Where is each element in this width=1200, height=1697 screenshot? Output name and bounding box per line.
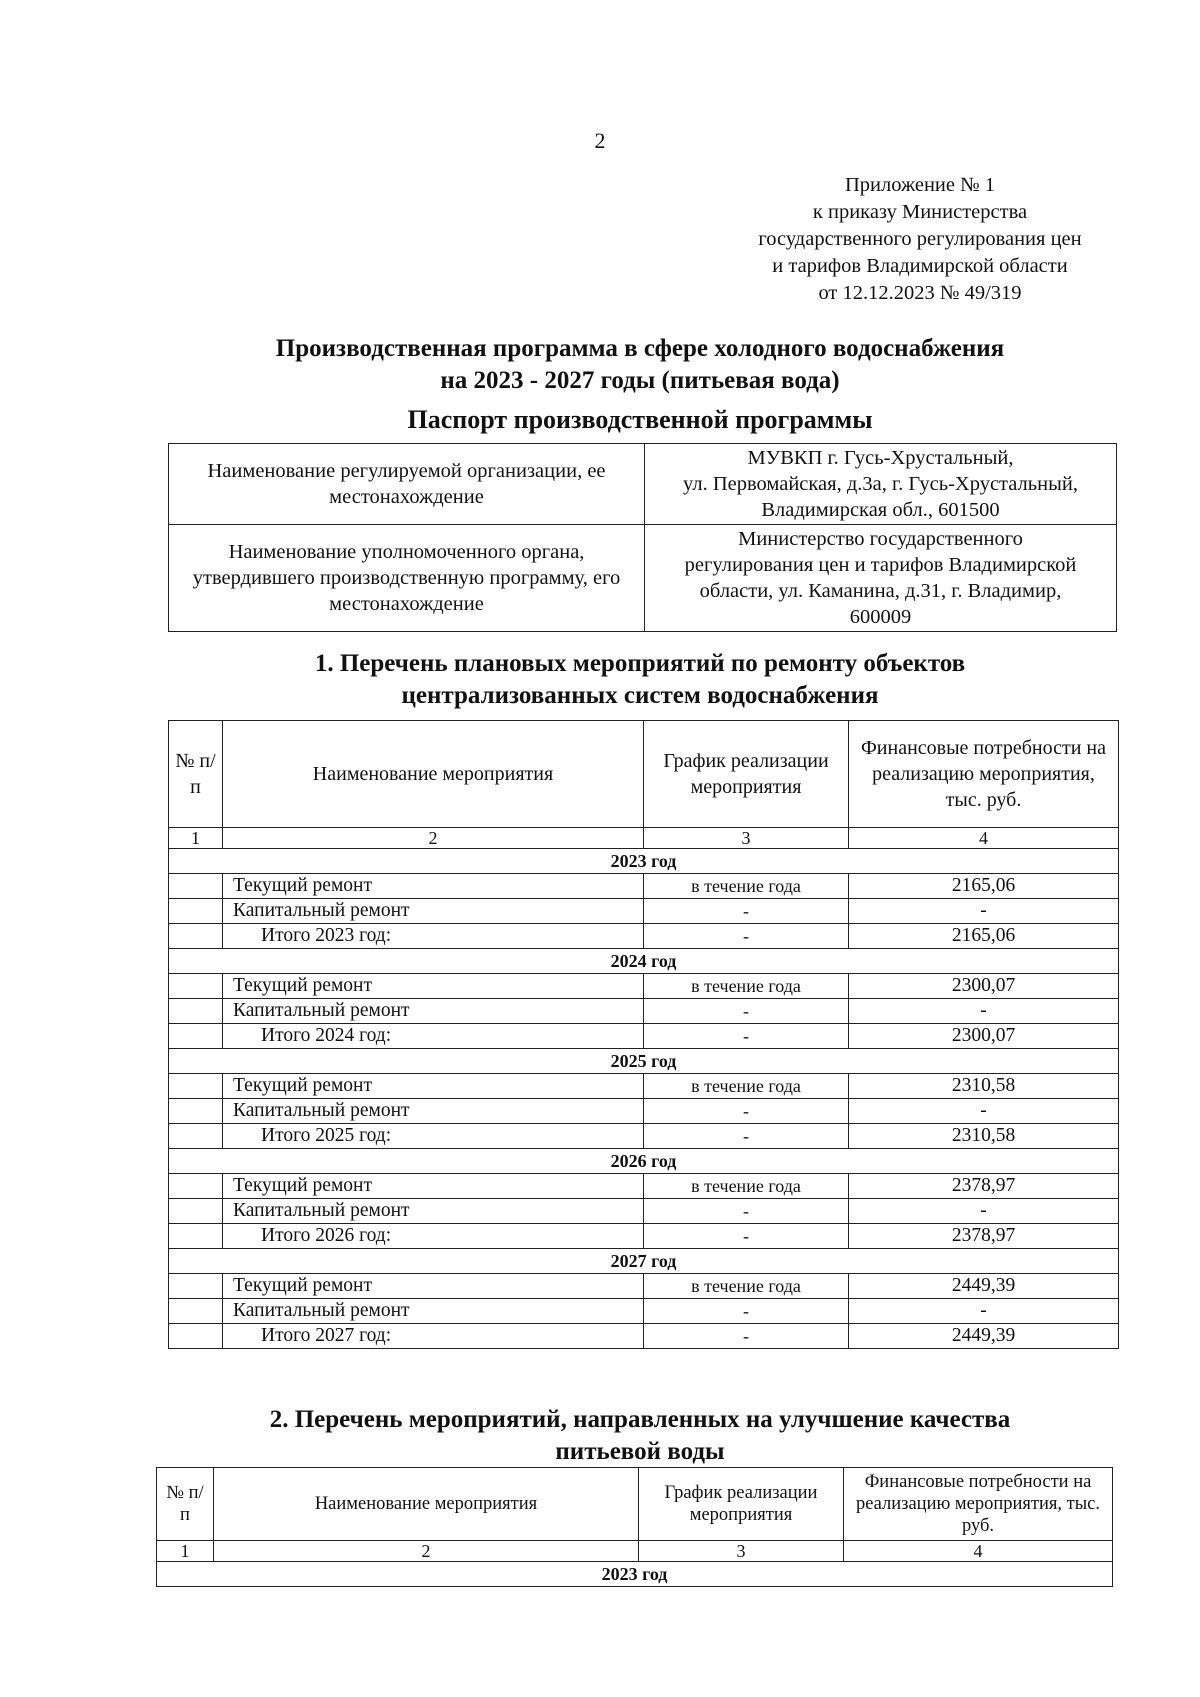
row-num-cell	[169, 1024, 223, 1049]
table-row	[169, 899, 1119, 924]
program-title-line: Производственная программа в сфере холодного водоснабжения	[275, 335, 1005, 362]
table-row	[169, 1099, 1119, 1124]
table-row	[169, 924, 1119, 949]
passport-value	[645, 444, 1117, 525]
header-finance: Финансовые потребности на реализацию мероприятия, тыс. руб.	[849, 721, 1119, 828]
header-finance: Финансовые потребности на реализацию мероприятия, тыс. руб.	[844, 1468, 1113, 1541]
row-name-cell: Итого 2023 год:	[223, 924, 644, 949]
passport-value-line: области, ул. Каманина, д.31, г. Владимир,	[699, 580, 1062, 602]
appendix-line: Приложение № 1	[844, 174, 996, 196]
row-value-cell: 2378,97	[849, 1174, 1119, 1199]
row-schedule-cell: -	[644, 1199, 849, 1224]
section1-title	[150, 648, 1130, 712]
column-index-row	[169, 828, 1119, 849]
row-value-cell: -	[849, 999, 1119, 1024]
row-name-cell: Итого 2025 год:	[223, 1124, 644, 1149]
row-name-cell: Итого 2026 год:	[223, 1224, 644, 1249]
table-row	[169, 1174, 1119, 1199]
passport-value	[645, 525, 1117, 632]
table-row	[169, 1224, 1119, 1249]
section2-title-line: питьевой воды	[555, 1438, 725, 1465]
row-value-cell: -	[849, 1099, 1119, 1124]
repair-plan-table	[168, 720, 1119, 1349]
year-label: 2026 год	[169, 1149, 1119, 1174]
repair-plan-body	[169, 849, 1119, 1349]
passport-row	[169, 525, 1117, 632]
row-name-cell: Капитальный ремонт	[223, 1199, 644, 1224]
table-row	[169, 1024, 1119, 1049]
row-name-cell: Текущий ремонт	[223, 1174, 644, 1199]
passport-title-text: Паспорт производственной программы	[407, 405, 873, 434]
row-value-cell: 2449,39	[849, 1274, 1119, 1299]
row-num-cell	[169, 1274, 223, 1299]
row-schedule-cell: -	[644, 1124, 849, 1149]
row-value-cell: 2300,07	[849, 974, 1119, 999]
row-value-cell: -	[849, 1199, 1119, 1224]
column-index: 1	[157, 1541, 214, 1562]
row-schedule-cell: -	[644, 1299, 849, 1324]
row-name-cell: Текущий ремонт	[223, 1274, 644, 1299]
passport-row	[169, 444, 1117, 525]
row-value-cell: 2310,58	[849, 1124, 1119, 1149]
table-row	[169, 1299, 1119, 1324]
row-num-cell	[169, 1099, 223, 1124]
table-row	[169, 1274, 1119, 1299]
passport-value-line: ул. Первомайская, д.3а, г. Гусь-Хрустальный,	[683, 473, 1078, 495]
program-title-line: на 2023 - 2027 годы (питьевая вода)	[440, 367, 840, 394]
row-schedule-cell: в течение года	[644, 874, 849, 899]
passport-value-line: регулирования цен и тарифов Владимирской	[684, 554, 1077, 576]
row-schedule-cell: -	[644, 999, 849, 1024]
section1-title-line: 1. Перечень плановых мероприятий по ремонту объектов	[314, 650, 966, 677]
passport-value-line: Владимирская обл., 601500	[761, 499, 1000, 521]
year-label: 2023 год	[169, 849, 1119, 874]
year-row	[169, 949, 1119, 974]
row-value-cell: 2165,06	[849, 924, 1119, 949]
passport-value-line: 600009	[849, 606, 912, 628]
table-row	[169, 999, 1119, 1024]
column-index: 1	[169, 828, 223, 849]
row-num-cell	[169, 999, 223, 1024]
row-value-cell: -	[849, 1299, 1119, 1324]
year-row	[169, 1149, 1119, 1174]
year-row	[169, 1049, 1119, 1074]
row-value-cell: 2300,07	[849, 1024, 1119, 1049]
section1-title-line: централизованных систем водоснабжения	[401, 682, 879, 709]
year-row	[157, 1562, 1113, 1587]
header-name: Наименование мероприятия	[223, 721, 644, 828]
appendix-line: от 12.12.2023 № 49/319	[818, 282, 1022, 304]
header-name: Наименование мероприятия	[214, 1468, 639, 1541]
quality-plan-table	[156, 1467, 1113, 1587]
row-num-cell	[169, 874, 223, 899]
year-label: 2027 год	[169, 1249, 1119, 1274]
table-row	[169, 1124, 1119, 1149]
column-index: 3	[644, 828, 849, 849]
passport-title	[150, 404, 1130, 436]
table-row	[169, 1074, 1119, 1099]
appendix-line: и тарифов Владимирской области	[772, 255, 1068, 277]
row-num-cell	[169, 1299, 223, 1324]
row-name-cell: Итого 2024 год:	[223, 1024, 644, 1049]
row-num-cell	[169, 1224, 223, 1249]
table-header-row	[157, 1468, 1113, 1541]
row-schedule-cell: -	[644, 1324, 849, 1349]
section2-title-line: 2. Перечень мероприятий, направленных на улучшение качества	[269, 1406, 1011, 1433]
row-schedule-cell: в течение года	[644, 1074, 849, 1099]
year-row	[169, 849, 1119, 874]
header-num: № п/п	[169, 721, 223, 828]
row-name-cell: Капитальный ремонт	[223, 1299, 644, 1324]
year-label: 2024 год	[169, 949, 1119, 974]
header-schedule: График реализации мероприятия	[644, 721, 849, 828]
row-name-cell: Капитальный ремонт	[223, 899, 644, 924]
row-schedule-cell: -	[644, 1099, 849, 1124]
header-schedule: График реализации мероприятия	[639, 1468, 844, 1541]
passport-value-line: Министерство государственного	[738, 528, 1023, 550]
row-num-cell	[169, 899, 223, 924]
appendix-line: государственного регулирования цен	[758, 228, 1082, 250]
row-num-cell	[169, 924, 223, 949]
row-value-cell: 2165,06	[849, 874, 1119, 899]
row-value-cell: -	[849, 899, 1119, 924]
row-name-cell: Итого 2027 год:	[223, 1324, 644, 1349]
row-schedule-cell: -	[644, 1224, 849, 1249]
table-row	[169, 874, 1119, 899]
row-value-cell: 2378,97	[849, 1224, 1119, 1249]
appendix-header	[720, 172, 1120, 307]
row-num-cell	[169, 1124, 223, 1149]
column-index-row	[157, 1541, 1113, 1562]
row-value-cell: 2310,58	[849, 1074, 1119, 1099]
section2-title	[150, 1404, 1130, 1468]
passport-label: Наименование уполномоченного органа, утвердившего производственную программу, его местонахождение	[169, 525, 645, 632]
row-schedule-cell: в течение года	[644, 1174, 849, 1199]
row-num-cell	[169, 1074, 223, 1099]
row-schedule-cell: -	[644, 899, 849, 924]
row-name-cell: Текущий ремонт	[223, 974, 644, 999]
row-name-cell: Текущий ремонт	[223, 1074, 644, 1099]
year-label: 2023 год	[157, 1562, 1113, 1587]
row-name-cell: Капитальный ремонт	[223, 999, 644, 1024]
column-index: 3	[639, 1541, 844, 1562]
table-row	[169, 1324, 1119, 1349]
row-num-cell	[169, 974, 223, 999]
column-index: 2	[223, 828, 644, 849]
row-num-cell	[169, 1324, 223, 1349]
row-name-cell: Капитальный ремонт	[223, 1099, 644, 1124]
program-title	[150, 333, 1130, 397]
row-value-cell: 2449,39	[849, 1324, 1119, 1349]
row-name-cell: Текущий ремонт	[223, 874, 644, 899]
appendix-line: к приказу Министерства	[812, 201, 1028, 223]
column-index: 4	[844, 1541, 1113, 1562]
table-header-row	[169, 721, 1119, 828]
row-num-cell	[169, 1199, 223, 1224]
header-num: № п/п	[157, 1468, 214, 1541]
column-index: 2	[214, 1541, 639, 1562]
table-row	[169, 974, 1119, 999]
row-num-cell	[169, 1174, 223, 1199]
year-label: 2025 год	[169, 1049, 1119, 1074]
row-schedule-cell: -	[644, 924, 849, 949]
row-schedule-cell: -	[644, 1024, 849, 1049]
passport-value-line: МУВКП г. Гусь-Хрустальный,	[747, 447, 1014, 469]
row-schedule-cell: в течение года	[644, 1274, 849, 1299]
row-schedule-cell: в течение года	[644, 974, 849, 999]
year-row	[169, 1249, 1119, 1274]
page-number: 2	[594, 128, 606, 153]
table-row	[169, 1199, 1119, 1224]
passport-table	[168, 443, 1117, 632]
column-index: 4	[849, 828, 1119, 849]
passport-label: Наименование регулируемой организации, ее местонахождение	[169, 444, 645, 525]
